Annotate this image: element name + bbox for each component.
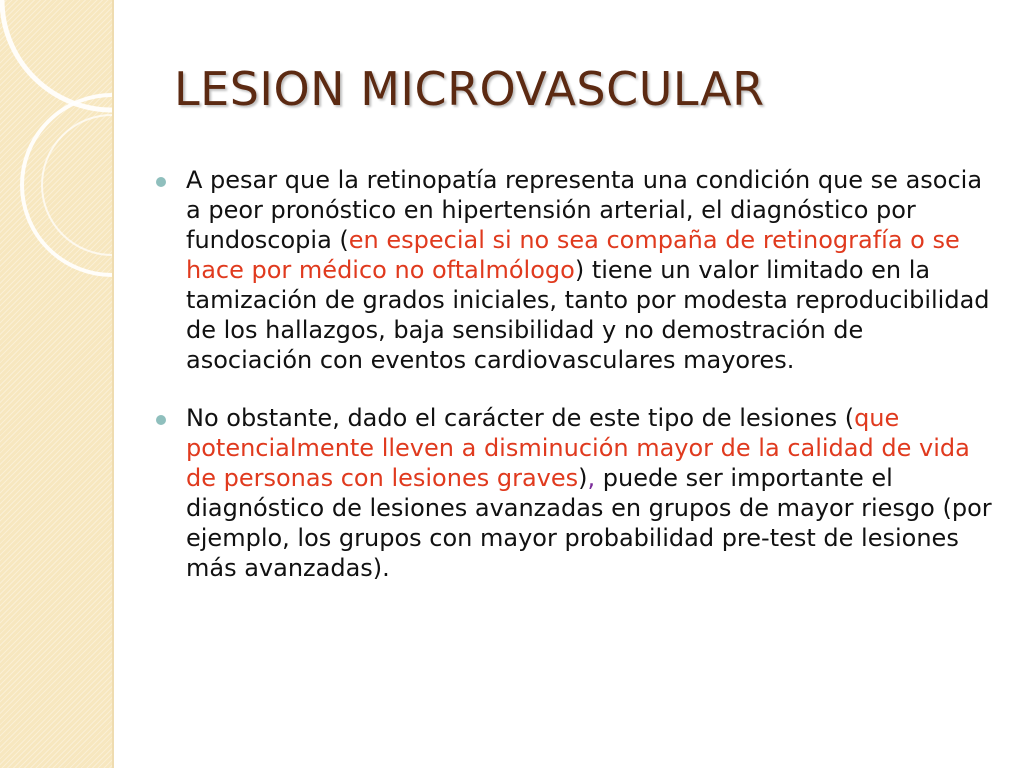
bullet-1-highlight: en especial si no sea compaña de retinografía o se hace por médico no oftalmólogo [186,226,960,284]
slide-title: LESION MICROVASCULAR [174,62,765,116]
bullet-item-1 [150,165,995,375]
bullet-2-text-end: puede ser importante el diagnóstico de lesiones avanzadas en grupos de mayor riesgo (por ejemplo, los grupos con mayor probabilidad pre-test de lesiones más avanzadas). [186,464,992,582]
bullet-item-2 [150,403,995,583]
bullet-dot-icon [156,177,166,187]
decorative-side-band [0,0,114,768]
bullet-2-close-paren: ) [578,464,588,492]
slide-content [150,165,995,611]
bullet-1-text-end: ) tiene un valor limitado en la tamización de grados iniciales, tanto por modesta reproducibilidad de los hallazgos, baja sensibilidad y no demostración de asociación con eventos cardiovasculares mayores. [186,256,990,374]
bullet-2-highlight: que potencialmente lleven a disminución mayor de la calidad de vida de personas con lesiones graves [186,404,970,492]
bullet-2-text-start: No obstante, dado el carácter de este tipo de lesiones ( [186,404,855,432]
bullet-2-comma: , [587,464,596,492]
bullet-1-text-start: A pesar que la retinopatía representa una condición que se asocia a peor pronóstico en hipertensión arterial, el diagnóstico por fundoscopia ( [186,166,983,254]
decorative-circles-icon [0,0,112,768]
bullet-dot-icon [156,415,166,425]
